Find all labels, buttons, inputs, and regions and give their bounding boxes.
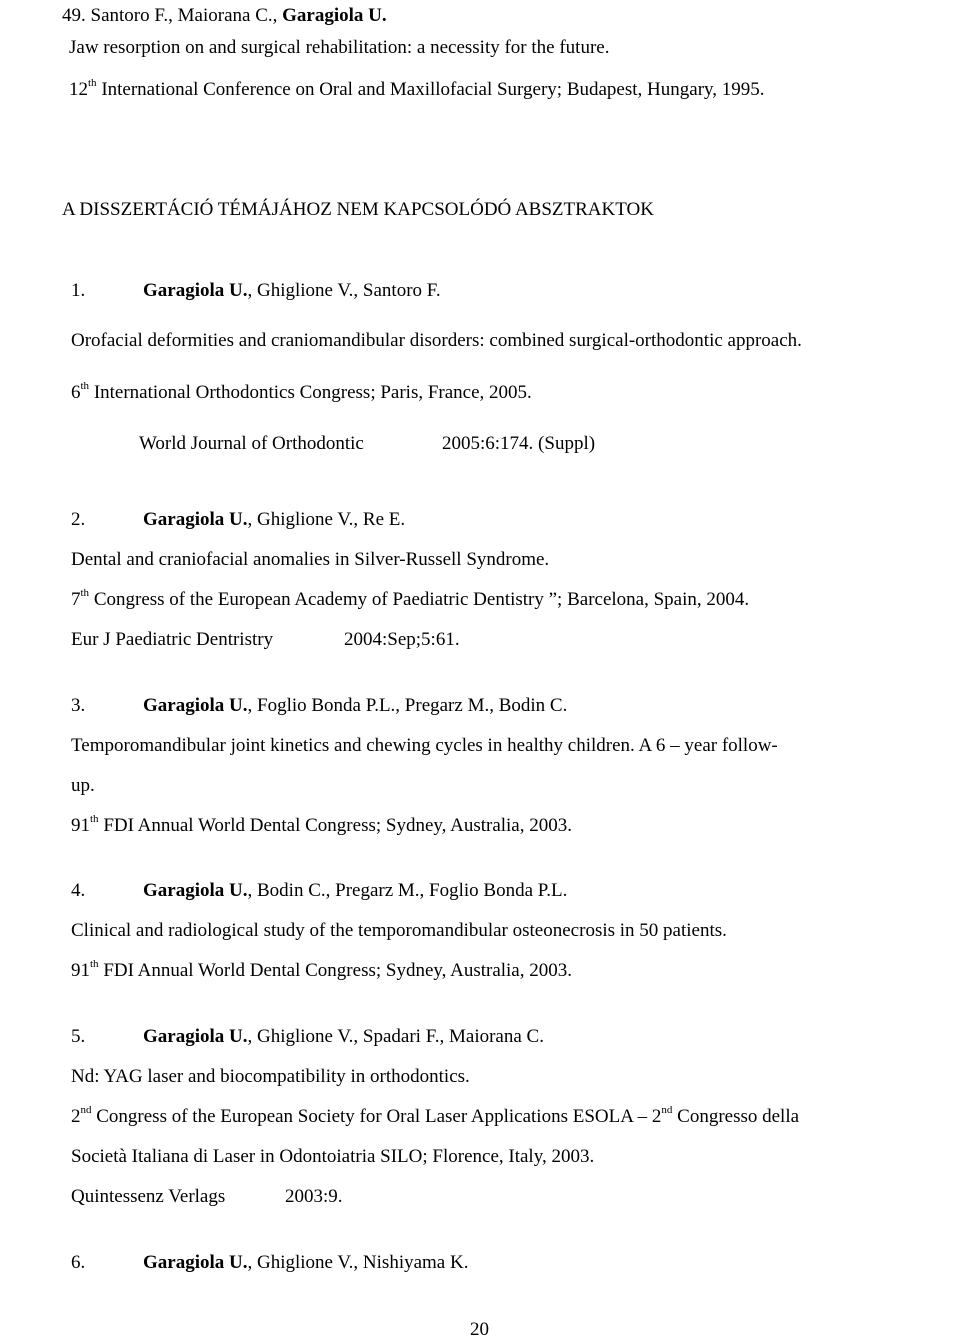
- item-number: 5.: [71, 1026, 86, 1047]
- item-1-conference: [71, 380, 532, 403]
- ordinal-suffix: nd: [80, 1104, 92, 1116]
- ordinal-number: 6: [71, 382, 81, 403]
- ordinal-number: 7: [71, 589, 81, 610]
- entry-49-title: Jaw resorption on and surgical rehabilitation: a necessity for the future.: [69, 37, 610, 58]
- item-number: 1.: [71, 280, 86, 301]
- item-number: 3.: [71, 695, 86, 716]
- bold-author: Garagiola U.: [143, 880, 248, 901]
- item-number: 2.: [71, 509, 86, 530]
- bold-author: Garagiola U.: [143, 695, 248, 716]
- bold-author: Garagiola U.: [143, 1026, 248, 1047]
- coauthors: , Ghiglione V., Nishiyama K.: [247, 1252, 469, 1273]
- item-5-conference: [71, 1104, 800, 1127]
- ordinal-number: 91: [71, 815, 90, 836]
- ordinal-suffix: th: [80, 380, 90, 392]
- item-4-title: Clinical and radiological study of the temporomandibular osteonecrosis in 50 patients.: [71, 920, 727, 941]
- conference-text: FDI Annual World Dental Congress; Sydney, Australia, 2003.: [98, 815, 572, 836]
- item-5-title: Nd: YAG laser and biocompatibility in orthodontics.: [71, 1066, 470, 1087]
- conference-text: International Conference on Oral and Maxillofacial Surgery; Budapest, Hungary, 1995.: [96, 79, 765, 100]
- item-3-title-line1: Temporomandibular joint kinetics and chewing cycles in healthy children. A 6 – year follow-: [71, 735, 778, 756]
- conference-text: Congress of the European Academy of Paediatric Dentistry ”; Barcelona, Spain, 2004.: [89, 589, 750, 610]
- entry-49-bold-author: Garagiola U.: [282, 5, 387, 26]
- conference-text: Congress of the European Society for Oral Laser Applications ESOLA – 2: [91, 1106, 662, 1127]
- item-2-authors: [71, 510, 405, 529]
- coauthors: , Ghiglione V., Spadari F., Maiorana C.: [247, 1026, 544, 1047]
- item-2-journal: Eur J Paediatric Dentristry: [71, 629, 274, 650]
- bold-author: Garagiola U.: [143, 509, 248, 530]
- coauthors: , Ghiglione V., Santoro F.: [247, 280, 441, 301]
- item-5-conference-line2: Società Italiana di Laser in Odontoiatria SILO; Florence, Italy, 2003.: [71, 1146, 595, 1167]
- ordinal-number: 12: [69, 79, 88, 100]
- item-5-authors: [71, 1027, 544, 1046]
- item-1-journal: World Journal of Orthodontic: [139, 433, 364, 454]
- item-5-journal: Quintessenz Verlags: [71, 1186, 226, 1207]
- ordinal-suffix: nd: [661, 1104, 673, 1116]
- coauthors: , Foglio Bonda P.L., Pregarz M., Bodin C.: [247, 695, 568, 716]
- coauthors: , Ghiglione V., Re E.: [247, 509, 406, 530]
- item-1-authors: [71, 281, 441, 300]
- bold-author: Garagiola U.: [143, 280, 248, 301]
- ordinal-suffix: th: [90, 958, 99, 970]
- item-3-authors: [71, 696, 567, 715]
- item-number: 6.: [71, 1252, 86, 1273]
- conference-text: Congresso della: [672, 1106, 800, 1127]
- page-number: 20: [470, 1319, 489, 1340]
- item-5-journal-ref: 2003:9.: [285, 1186, 343, 1207]
- entry-49-authors-text: 49. Santoro F., Maiorana C.,: [62, 5, 283, 26]
- item-1-journal-ref: 2005:6:174. (Suppl): [442, 433, 596, 454]
- item-3-conference: [71, 813, 572, 836]
- item-1-title: Orofacial deformities and craniomandibular disorders: combined surgical-orthodontic approach.: [71, 330, 802, 351]
- coauthors: , Bodin C., Pregarz M., Foglio Bonda P.L.: [247, 880, 568, 901]
- bold-author: Garagiola U.: [143, 1252, 248, 1273]
- ordinal-suffix: th: [90, 813, 99, 825]
- item-number: 4.: [71, 880, 86, 901]
- conference-text: International Orthodontics Congress; Paris, France, 2005.: [89, 382, 532, 403]
- item-4-conference: [71, 958, 572, 981]
- section-heading: A DISSZERTÁCIÓ TÉMÁJÁHOZ NEM KAPCSOLÓDÓ ABSZTRAKTOK: [62, 199, 654, 220]
- ordinal-number: 2: [71, 1106, 81, 1127]
- entry-49-authors: [62, 6, 387, 25]
- conference-text: FDI Annual World Dental Congress; Sydney, Australia, 2003.: [98, 960, 572, 981]
- ordinal-number: 91: [71, 960, 90, 981]
- item-2-journal-ref: 2004:Sep;5:61.: [344, 629, 460, 650]
- item-6-authors: [71, 1253, 468, 1272]
- entry-49-conference: [69, 77, 765, 100]
- ordinal-suffix: th: [88, 77, 97, 89]
- item-2-conference: [71, 587, 750, 610]
- ordinal-suffix: th: [80, 587, 90, 599]
- item-2-title: Dental and craniofacial anomalies in Silver-Russell Syndrome.: [71, 549, 550, 570]
- item-3-title-line2: up.: [71, 775, 95, 796]
- item-4-authors: [71, 881, 567, 900]
